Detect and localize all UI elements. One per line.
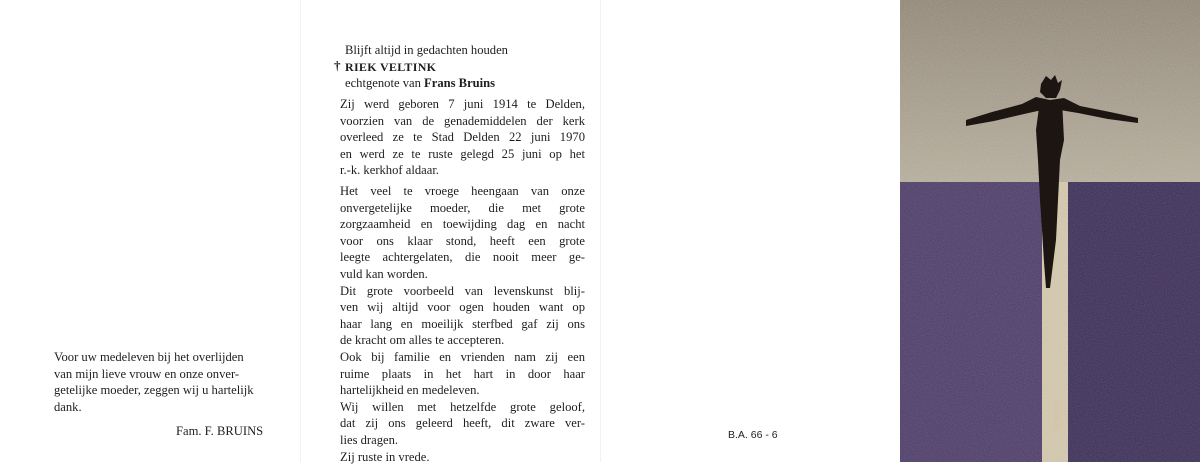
tribute-line: Dit grote voorbeeld van levenskunst blij- [340, 283, 585, 300]
thanks-line: getelijke moeder, zeggen wij u hartelijk [54, 382, 284, 399]
tribute-line: vuld kan worden. [340, 266, 585, 283]
tribute-line: Wij willen met hetzelfde grote geloof, [340, 399, 585, 416]
thanks-message [54, 349, 284, 415]
spouse-name: Frans Bruins [424, 76, 495, 90]
bio-line: en werd ze te ruste gelegd 25 juni op het [340, 146, 585, 163]
tribute-line: zorgzaamheid en toewijding dag en nacht [340, 216, 585, 233]
tribute-line: leegte achtergelaten, die nooit meer ge- [340, 249, 585, 266]
thanks-line: Voor uw medeleven bij het overlijden [54, 349, 284, 366]
tribute-line: ruime plaats in het hart in door haar [340, 366, 585, 383]
tribute-line: Zij ruste in vrede. [340, 449, 585, 465]
bio-line: r.-k. kerkhof aldaar. [340, 162, 585, 179]
tribute-line: dat zij ons geleerd heeft, dit zware ver- [340, 415, 585, 432]
tribute-line: onvergetelijke moeder, die met grote [340, 200, 585, 217]
crucifix-artwork [900, 0, 1200, 462]
tribute-line: voor ons klaar stond, heeft een grote [340, 233, 585, 250]
tribute-line: haar lang en moeilijk sterfbed gaf zij ons [340, 316, 585, 333]
thanks-line: dank. [54, 399, 284, 416]
tribute-line: lies dragen. [340, 432, 585, 449]
deceased-name: RIEK VELTINK [345, 59, 595, 76]
cross-symbol: † [334, 58, 341, 74]
header-intro: Blijft altijd in gedachten houden [345, 42, 595, 59]
tribute-line: de kracht om alles te accepteren. [340, 332, 585, 349]
bio-line: overleed ze te Stad Delden 22 juni 1970 [340, 129, 585, 146]
family-signature: Fam. F. BRUINS [176, 424, 263, 439]
bio-line: Zij werd geboren 7 juni 1914 te Delden, [340, 96, 585, 113]
tribute-line: Ook bij familie en vrienden nam zij een [340, 349, 585, 366]
tribute-line: ven wij altijd voor ogen houden want op [340, 299, 585, 316]
bio-line: voorzien van de genademiddelen der kerk [340, 113, 585, 130]
spouse-prefix: echtgenote van [345, 76, 421, 90]
artist-signature: Rdeink [1051, 398, 1063, 431]
print-code: B.A. 66 - 6 [728, 429, 778, 441]
tribute-line: hartelijkheid en medeleven. [340, 382, 585, 399]
biography [340, 96, 585, 179]
tribute-line: Het veel te vroege heengaan van onze [340, 183, 585, 200]
fold-line-left [300, 0, 301, 462]
fold-line-right [600, 0, 601, 462]
tribute-text [340, 183, 585, 465]
thanks-line: van mijn lieve vrouw en onze onver- [54, 366, 284, 383]
memorial-header [345, 42, 595, 92]
spouse-line [345, 75, 595, 92]
